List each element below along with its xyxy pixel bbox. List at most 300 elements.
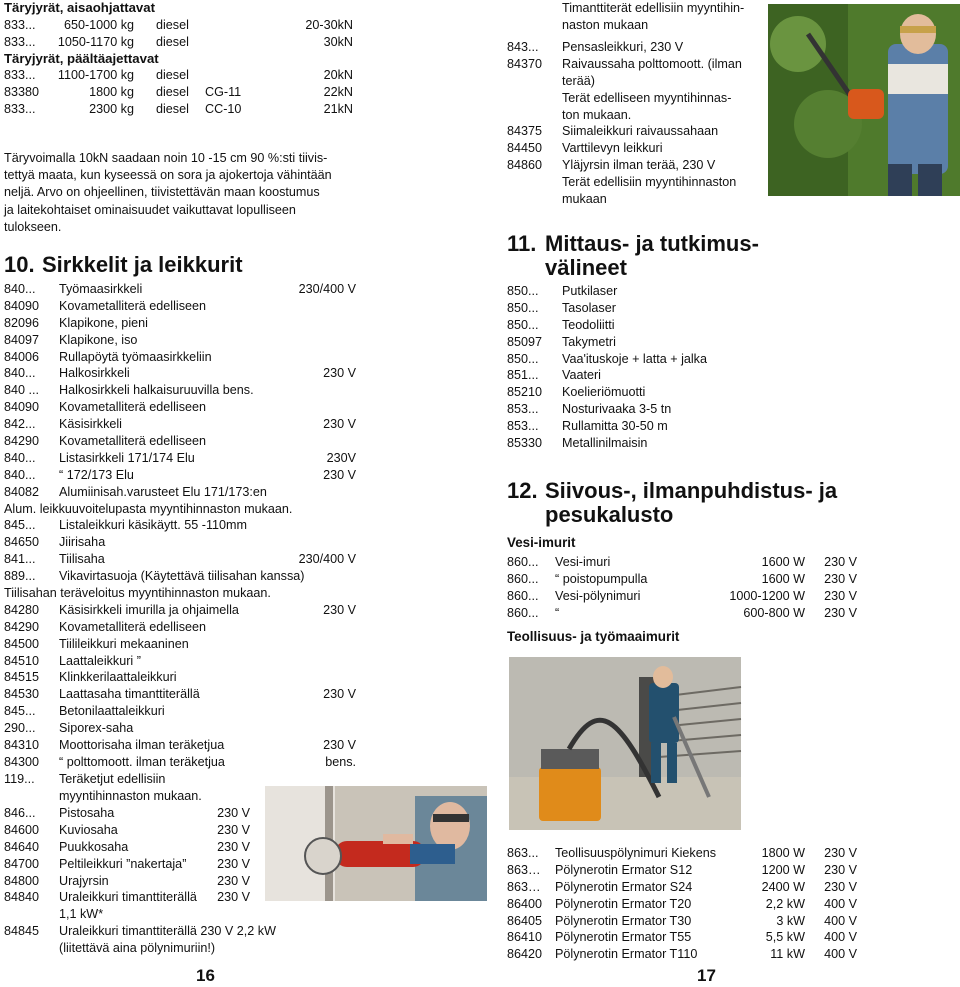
list-item — [507, 929, 857, 946]
item-code: 290... — [4, 721, 36, 736]
item-value: 230V — [326, 450, 356, 465]
item-description: Terät edelliseen myyntihinnas- — [562, 90, 732, 105]
item-description: “ 172/173 Elu — [59, 467, 134, 482]
list-item — [4, 636, 356, 653]
item-description: “ — [555, 605, 560, 620]
list-item — [507, 879, 857, 896]
item-model: CC-10 — [205, 102, 242, 117]
industrial-vacuum-list — [507, 845, 857, 963]
list-item — [4, 873, 250, 890]
item-power: 1600 W — [761, 555, 805, 569]
item-description: Pölynerotin Ermator T55 — [555, 930, 692, 945]
list-item — [507, 283, 857, 300]
list-item — [4, 754, 356, 771]
list-item — [4, 17, 356, 34]
item-description: Klinkkerilaattaleikkuri — [59, 670, 177, 685]
item-code: 860... — [507, 571, 539, 586]
list-item — [507, 317, 857, 334]
item-description: Vesi-imuri — [555, 555, 611, 569]
walk-compactor-header: Täryjyrät, aisaohjattavat — [4, 0, 155, 15]
diamond-blade-note — [562, 0, 767, 34]
item-description: Listaleikkuri käsikäytt. 55 -110mm — [59, 518, 248, 533]
list-item — [507, 435, 857, 452]
list-item — [4, 602, 356, 619]
item-code — [507, 90, 562, 107]
item-description: Teollisuuspölynimuri Kiekens — [555, 846, 716, 860]
item-code: 82096 — [4, 315, 40, 330]
item-code: 84290 — [4, 619, 40, 634]
item-code: 840... — [4, 450, 36, 465]
item-voltage: 400 V — [824, 930, 857, 945]
item-model: CG-11 — [205, 85, 242, 100]
item-description: Pistosaha — [59, 806, 115, 820]
vacuum-illustration — [509, 657, 741, 830]
note-line: naston mukaan — [562, 17, 649, 32]
item-power: 1000-1200 W — [729, 588, 805, 603]
walk-compactor-list — [4, 17, 356, 51]
list-item — [4, 450, 356, 467]
item-weight: 1100-1700 kg — [57, 68, 134, 83]
item-code: 850... — [507, 351, 539, 366]
list-item — [4, 281, 356, 298]
list-item — [4, 382, 356, 399]
item-note: Alum. leikkuuvoitelupasta myyntihinnaston mukaan. — [4, 501, 293, 516]
item-description: Pölynerotin Ermator T110 — [555, 947, 698, 962]
item-description: Tiilileikkuri mekaaninen — [59, 636, 189, 651]
item-description: Listasirkkeli 171/174 Elu — [59, 450, 195, 465]
item-code: 860... — [507, 588, 539, 603]
item-force: 22kN — [323, 85, 353, 100]
item-description: Klapikone, pieni — [59, 315, 148, 330]
item-code: 84300 — [4, 754, 40, 769]
hedge-trimmer-photo — [768, 4, 960, 196]
item-code: 84640 — [4, 839, 40, 854]
item-description: Pölynerotin Ermator S24 — [555, 879, 693, 894]
list-item — [507, 191, 767, 208]
note-line: neljä. Arvo on ohjeellinen, tiivistettävän maan koostumus — [4, 185, 320, 200]
item-code: 84090 — [4, 400, 40, 415]
item-code: 85210 — [507, 385, 543, 400]
item-code: 85097 — [507, 334, 543, 349]
item-description: Tiilisaha — [59, 552, 105, 567]
item-weight: 2300 kg — [89, 102, 134, 117]
list-item — [507, 73, 767, 90]
item-description: “ poistopumpulla — [555, 571, 648, 586]
item-description: Vaa'ituskoje + latta + jalka — [562, 351, 707, 366]
item-code — [4, 940, 59, 957]
item-code: 845... — [4, 704, 36, 719]
item-code — [507, 174, 562, 191]
item-code: 84600 — [4, 822, 40, 837]
item-code — [507, 73, 562, 90]
item-description: terää) — [562, 73, 595, 88]
item-code: 863... — [507, 846, 539, 860]
item-value: 230 V — [323, 366, 356, 381]
list-item — [4, 298, 356, 315]
item-voltage: 400 V — [824, 947, 857, 962]
item-value — [304, 568, 374, 585]
item-value: 230 V — [323, 738, 356, 753]
item-voltage: 230 V — [824, 605, 857, 620]
item-code: 850... — [507, 300, 539, 315]
list-item — [507, 588, 857, 605]
list-item — [507, 334, 857, 351]
note-line: tulokseen. — [4, 219, 62, 234]
item-value: 230 V — [323, 687, 356, 702]
item-description: Vaateri — [562, 368, 601, 383]
list-item — [4, 822, 250, 839]
list-item — [4, 467, 356, 484]
item-force: 21kN — [323, 102, 353, 117]
item-code: 833... — [4, 102, 36, 117]
item-description: Teodoliitti — [562, 317, 615, 332]
item-value: 230 V — [217, 822, 250, 837]
item-description: Terät edellisiin myyntihinnaston — [562, 175, 737, 190]
item-code: 84375 — [507, 124, 543, 139]
item-value — [286, 399, 356, 416]
item-description: Varttilevyn leikkuri — [562, 141, 663, 156]
item-code — [507, 107, 562, 124]
wet-vacuum-list — [507, 554, 857, 622]
list-item — [4, 399, 356, 416]
item-description: Moottorisaha ilman teräketjua — [59, 738, 225, 753]
item-note: Tiilisahan teräveloitus myyntihinnaston mukaan. — [4, 586, 271, 601]
item-code: 84370 — [507, 56, 543, 71]
item-value: 230 V — [217, 873, 250, 888]
item-description: Alumiinisah.varusteet Elu 171/173:en — [59, 484, 267, 499]
item-value — [286, 433, 356, 450]
list-item — [4, 349, 356, 366]
item-code: 843... — [507, 40, 539, 54]
item-code: 119... — [4, 771, 35, 786]
item-code: 84450 — [507, 141, 543, 156]
item-description: 1,1 kW* — [59, 907, 104, 922]
item-description: Kovametalliterä edelliseen — [59, 400, 207, 415]
list-item — [4, 517, 356, 534]
item-code: 84530 — [4, 687, 40, 702]
item-power: 600-800 W — [743, 605, 805, 620]
item-code: 83380 — [4, 85, 40, 100]
item-code: 842... — [4, 417, 36, 432]
item-voltage: 230 V — [824, 846, 857, 860]
item-code: 84082 — [4, 484, 40, 499]
item-code: 850... — [507, 284, 539, 298]
item-description: Rullapöytä työmaasirkkeliin — [59, 349, 212, 364]
item-value — [286, 298, 356, 315]
item-description: (liitettävä aina pölynimuriin!) — [59, 941, 216, 956]
item-code: 84510 — [4, 653, 40, 668]
item-force: 20kN — [323, 68, 353, 83]
item-power: 1600 W — [761, 571, 805, 586]
list-item — [507, 174, 767, 191]
item-code: 845... — [4, 518, 36, 533]
item-description: Kovametalliterä edelliseen — [59, 619, 207, 634]
item-value — [286, 619, 356, 636]
item-description: Urajyrsin — [59, 873, 109, 888]
item-voltage: 400 V — [824, 913, 857, 928]
item-code: 86420 — [507, 947, 543, 962]
item-code: 853... — [507, 419, 539, 434]
item-code: 853... — [507, 402, 539, 417]
item-description: Metallinilmaisin — [562, 436, 648, 451]
page-number-right: 17 — [697, 966, 716, 985]
list-item — [4, 315, 356, 332]
item-description: Käsisirkkeli — [59, 417, 122, 432]
item-description: Yläjyrsin ilman terää, 230 V — [562, 158, 716, 173]
note-line: Timanttiterät edellisiin myyntihin- — [562, 1, 745, 15]
item-description: Tasolaser — [562, 300, 616, 315]
list-item — [4, 737, 356, 754]
list-item — [4, 889, 250, 906]
list-item — [4, 940, 250, 957]
item-code: 84310 — [4, 738, 40, 753]
list-item — [4, 551, 356, 568]
section-number: 11. — [507, 231, 537, 256]
item-value: 230 V — [217, 890, 250, 905]
item-value — [276, 923, 316, 940]
item-voltage: 230 V — [824, 571, 857, 586]
item-description: Halkosirkkeli — [59, 366, 130, 381]
item-code: 84860 — [507, 158, 543, 173]
item-fuel: diesel — [156, 68, 189, 83]
list-item — [4, 669, 356, 686]
item-value — [286, 484, 356, 501]
list-item — [507, 300, 857, 317]
list-item — [507, 862, 857, 879]
item-description: Vesi-pölynimuri — [555, 588, 641, 603]
item-value: 230 V — [217, 806, 250, 820]
item-description: Putkilaser — [562, 284, 618, 298]
item-description: Pölynerotin Ermator S12 — [555, 862, 693, 877]
list-item — [4, 67, 356, 84]
item-code: 84515 — [4, 670, 40, 685]
item-fuel: diesel — [156, 85, 189, 100]
item-description: Pölynerotin Ermator T20 — [555, 896, 692, 911]
hedge-list — [507, 39, 767, 208]
list-item — [4, 703, 356, 720]
list-item — [4, 856, 250, 873]
item-power: 1200 W — [761, 862, 805, 877]
item-code: 833... — [4, 17, 36, 32]
item-code: 840... — [4, 282, 36, 296]
item-code: 84290 — [4, 434, 40, 449]
item-model — [203, 34, 287, 51]
item-code: 86410 — [507, 930, 543, 945]
item-code: 833... — [4, 34, 36, 49]
item-description: Laattasaha timanttiterällä — [59, 687, 200, 702]
list-item — [4, 805, 250, 822]
item-description: mukaan — [562, 192, 607, 207]
item-voltage: 400 V — [824, 896, 857, 911]
list-item — [507, 845, 857, 862]
item-weight: 1050-1170 kg — [57, 34, 134, 49]
list-item — [507, 896, 857, 913]
item-code: 860... — [507, 605, 539, 620]
item-value: 230 V — [217, 839, 250, 854]
list-item — [4, 433, 356, 450]
item-value — [286, 332, 356, 349]
list-item — [507, 554, 857, 571]
list-item — [507, 571, 857, 588]
item-code: 841... — [4, 552, 36, 567]
item-description: Siporex-saha — [59, 721, 134, 736]
list-item — [507, 90, 767, 107]
item-value: 230 V — [323, 417, 356, 432]
item-value — [286, 315, 356, 332]
item-value — [286, 517, 356, 534]
list-item — [4, 101, 356, 118]
list-item — [4, 619, 356, 636]
item-value — [286, 703, 356, 720]
item-code — [4, 788, 59, 805]
item-description: Vikavirtasuoja (Käytettävä tiilisahan kanssa) — [59, 569, 305, 584]
item-description: Raivaussaha polttomoott. (ilman — [562, 56, 742, 71]
item-description: Nosturivaaka 3-5 tn — [562, 402, 672, 417]
page-number-left: 16 — [196, 966, 215, 985]
item-value: 230/400 V — [298, 552, 356, 567]
item-code: 840... — [4, 467, 36, 482]
item-description: Kovametalliterä edelliseen — [59, 434, 207, 449]
list-item — [4, 84, 356, 101]
item-description: ton mukaan. — [562, 107, 632, 122]
item-value — [286, 636, 356, 653]
item-code: 84840 — [4, 890, 40, 905]
industrial-vacuum-header: Teollisuus- ja työmaaimurit — [507, 629, 680, 644]
list-item — [4, 332, 356, 349]
note-line: tettyä maata, kun kyseessä on sora ja ajokertoja vähintään — [4, 168, 332, 183]
item-model — [203, 17, 287, 34]
item-description: Koelieriömuotti — [562, 385, 646, 400]
item-value — [286, 349, 356, 366]
list-item — [4, 720, 356, 737]
list-item — [4, 534, 356, 551]
list-item — [4, 686, 356, 703]
item-value: 230 V — [323, 467, 356, 482]
section-11-title — [507, 232, 759, 280]
item-value — [286, 653, 356, 670]
saw-list — [4, 281, 356, 805]
list-item — [4, 501, 356, 518]
item-value — [286, 720, 356, 737]
item-description: Peltileikkuri ”nakertaja” — [59, 856, 187, 871]
section-name-line2: pesukalusto — [545, 502, 674, 527]
item-description: Teräketjut edellisiin — [59, 771, 166, 786]
list-item — [507, 351, 857, 368]
item-description: Uraleikkuri timanttiterällä — [59, 890, 197, 905]
list-item — [507, 107, 767, 124]
wet-vacuum-header: Vesi-imurit — [507, 535, 576, 550]
item-value: bens. — [325, 754, 356, 769]
item-model — [203, 67, 287, 84]
list-item — [507, 605, 857, 622]
list-item — [4, 416, 356, 433]
item-value: 230 V — [217, 856, 250, 871]
item-value: 230 V — [323, 602, 356, 617]
item-description: Laattaleikkuri ” — [59, 653, 141, 668]
item-value — [286, 669, 356, 686]
item-fuel: diesel — [156, 17, 189, 32]
list-item — [4, 653, 356, 670]
item-power: 2,2 kW — [765, 896, 805, 911]
list-item — [507, 367, 857, 384]
list-item — [4, 365, 356, 382]
item-value: 230/400 V — [298, 282, 356, 296]
item-code: 86400 — [507, 896, 543, 911]
item-code: 833... — [4, 68, 36, 83]
section-number: 10. — [4, 252, 35, 277]
item-power: 1800 W — [761, 846, 805, 860]
item-power: 5,5 kW — [765, 930, 805, 945]
item-description: Käsisirkkeli imurilla ja ohjaimella — [59, 602, 239, 617]
list-item — [507, 946, 857, 963]
item-code: 84097 — [4, 332, 40, 347]
item-code: 863… — [507, 879, 541, 894]
item-force: 20-30kN — [305, 17, 353, 32]
item-description: Klapikone, iso — [59, 332, 138, 347]
saw-list-bottom — [4, 805, 276, 957]
item-description: Pölynerotin Ermator T30 — [555, 913, 692, 928]
industrial-vacuum-photo — [509, 657, 741, 830]
item-code: 860... — [507, 555, 539, 569]
item-code: 889... — [4, 569, 36, 584]
item-weight: 650-1000 kg — [63, 17, 134, 32]
item-code: 84845 — [4, 924, 40, 939]
list-item — [507, 140, 767, 157]
item-description: Kuviosaha — [59, 822, 118, 837]
list-item — [4, 585, 356, 602]
list-item — [507, 39, 767, 56]
section-10-title — [4, 253, 243, 277]
section-name-line1: Siivous-, ilmanpuhdistus- ja — [545, 478, 838, 503]
item-power: 11 kW — [770, 947, 805, 962]
item-code: 86405 — [507, 913, 543, 928]
saw-photo — [265, 786, 487, 901]
item-code — [4, 906, 59, 923]
list-item — [507, 401, 857, 418]
item-code: 850... — [507, 317, 539, 332]
item-code: 85330 — [507, 436, 543, 451]
item-description: Puukkosaha — [59, 839, 129, 854]
item-voltage: 230 V — [824, 862, 857, 877]
item-description: Pensasleikkuri, 230 V — [562, 40, 684, 54]
item-voltage: 230 V — [824, 879, 857, 894]
list-item — [4, 839, 250, 856]
item-description: Rullamitta 30-50 m — [562, 419, 668, 434]
item-description: myyntihinnaston mukaan. — [59, 788, 202, 803]
note-line: ja laitekohtaiset ominaisuudet vaikuttavat lopulliseen — [4, 202, 296, 217]
item-code: 84800 — [4, 873, 40, 888]
item-description: Betonilaattaleikkuri — [59, 704, 165, 719]
item-weight: 1800 kg — [89, 85, 134, 100]
item-power: 3 kW — [776, 913, 805, 928]
ride-compactor-list — [4, 67, 356, 118]
item-description: Uraleikkuri timanttiterällä 230 V 2,2 kW — [59, 924, 276, 939]
item-fuel: diesel — [156, 102, 189, 117]
list-item — [507, 56, 767, 73]
item-code: 863… — [507, 862, 541, 877]
item-value — [215, 940, 255, 957]
hedge-trimmer-illustration — [768, 4, 960, 196]
item-description: Halkosirkkeli halkaisuruuvilla bens. — [59, 383, 254, 398]
item-description: Siimaleikkuri raivaussahaan — [562, 124, 719, 139]
item-code — [507, 191, 562, 208]
item-voltage: 230 V — [824, 555, 857, 569]
section-name: Sirkkelit ja leikkurit — [42, 252, 243, 277]
item-code: 84280 — [4, 602, 40, 617]
item-code: 84500 — [4, 636, 40, 651]
list-item — [507, 123, 767, 140]
item-description: Takymetri — [562, 334, 616, 349]
